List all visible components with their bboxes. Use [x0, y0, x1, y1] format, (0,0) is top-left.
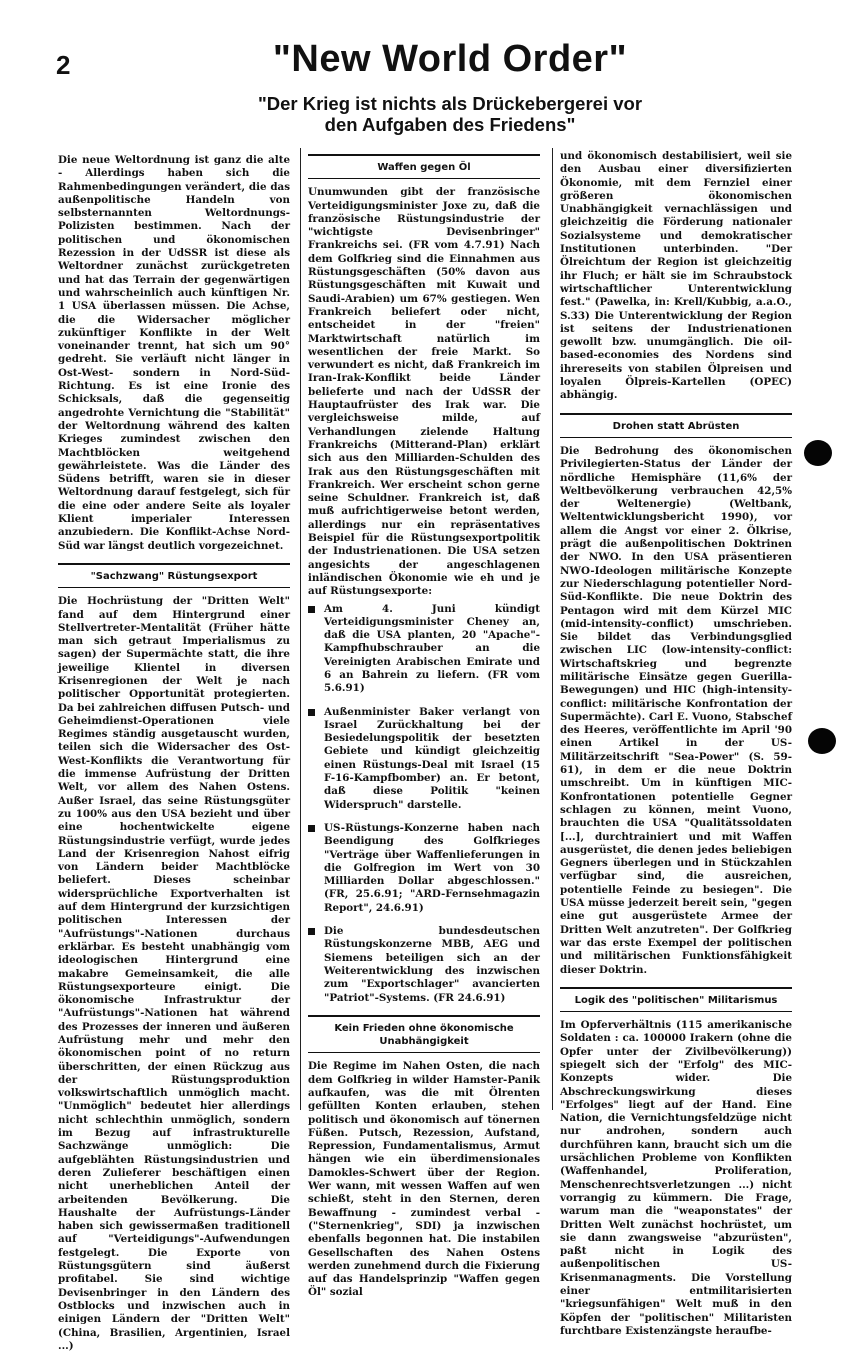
section-heading-drohen-statt-abruesten: Drohen statt Abrüsten	[560, 413, 792, 438]
page-number: 2	[56, 50, 71, 80]
square-bullet-icon	[308, 709, 315, 716]
body-paragraph: Die Bedrohung des ökonomischen Privilegierten-Status der Länder der nördliche Hemisphäre (11,6% der Weltbevölkerung verbrauchen 42,5% der Weltenergie) (Weltbank, Weltentwicklungsbericht 1990), vor allem die Angst vor einer 2. Ölkrise, prägt die außenpolitischen Doktrinen der NWO. In den USA präsentieren NWO-Ideologen militärische Konzepte zur Niederschlagung potentieller Nord-Süd-Konflikte. Die neue Doktrin des Pentagon wird mit dem Kürzel MIC (mid-intensity-conflict) umschrieben. Sie bildet das Verbindungsglied zwischen LIC (low-intensity-conflict: Wirtschaftskrieg und begrenzte militärische Einsätze gegen Guerilla-Bewegungen) und HIC (high-intensity-conflict: militärische Konfrontation der Supermächte). Carl E. Vuono, Stabschef des Heeres, veröffentlichte im April '90 einen Artikel in der US-Militärzeitschrift "Sea-Power" (S. 59-61), in dem er die neue Doktrin umschreibt. Um in künftigen MIC-Konfrontationen potentielle Gegner schlagen zu können, meint Vuono, brauchten die USA "Qualitätssoldaten [...], durchtrainiert und mit Waffen ausgerüstet, die denen jedes beliebigen Gegners überlegen und in Stückzahlen verfügbar sind, die ausreichen, potentielle Feinde zu besiegen". Die USA müsse jederzeit bereit sein, "gegen eine gut ausgerüstete Armee der Dritten Welt anzutreten". Der Golfkrieg war das erste Exempel der politischen und militärischen Funktionsfähigkeit dieser Doktrin.	[560, 444, 792, 976]
square-bullet-icon	[308, 825, 315, 832]
punch-hole-mark	[808, 728, 836, 754]
intro-paragraph: Die neue Weltordnung ist ganz die alte - Allerdings haben sich die Rahmenbedingungen verändert, die das außenpolitische Handeln von selbsternannten Weltordnungs-Polizisten bestimmen. Nach der politischen und ökonomischen Rezession in der UdSSR ist diese als Weltordner zunächst zurückgetreten und hat das Terrain der gegenwärtigen und wahrscheinlich auch künftigen Nr. 1 USA überlassen müssen. Die Achse, die die Widersacher möglicher zukünftiger Konflikte in der Welt voneinander trennt, hat sich um 90° gedreht. Sie verläuft nicht länger in Ost-West- sondern in Nord-Süd-Richtung. Es ist eine Ironie des Schicksals, daß die gegenseitig angedrohte Vernichtung die "Stabilität" der Weltordnung während des kalten Krieges zumindest zwischen den Machtblöcken weitgehend gewährleistete. Was die Länder des Südens betrifft, waren sie in dieser Weltordnung darauf festgelegt, sich für die eine oder andere Seite als loyaler Klient imperialer Interessen anzubiedern. Die Konflikt-Achse Nord-Süd war längst deutlich vorgezeichnet.	[58, 154, 290, 552]
list-item: US-Rüstungs-Konzerne haben nach Beendigung des Golfkrieges "Verträge über Waffenlieferungen in die Golfregion im Wert von 30 Milliarden Dollar abgeschlossen." (FR, 25.6.91; "ARD-Fernsehmagazin Report", 24.6.91)	[308, 822, 540, 915]
list-item: Außenminister Baker verlangt von Israel Zurückhaltung bei der Besiedelungspolitik der besetzten Gebiete und kündigt gleichzeitig einen Rüstungs-Deal mit Israel (15 F-16-Kampfbomber) an. Er betont, daß diese Politik "keinen Widerspruch" darstelle.	[308, 706, 540, 812]
punch-hole-mark	[804, 440, 832, 466]
list-item: Die bundesdeutschen Rüstungskonzerne MBB, AEG und Siemens beteiligen sich an der Weiterentwicklung des inzwischen zum "Exportschlager" avancierten "Patriot"-Systems. (FR 24.6.91)	[308, 925, 540, 1005]
section-heading-logik-militarismus: Logik des "politischen" Militarismus	[560, 987, 792, 1012]
body-paragraph: Die Regime im Nahen Osten, die nach dem Golfkrieg in wilder Hamster-Panik aufkaufen, was die mit Ölrenten gefüllten Konten erlauben, stehen politisch und ökonomisch auf tönernen Füßen. Putsch, Rezession, Aufstand, Repression, Fundamentalismus, Armut hängen wie ein überdimensionales Damokles-Schwert über der Region. Wer wann, mit wessen Waffen auf wen schießt, steht in den Sternen, deren Bewaffnung - zumindest verbal - ("Sternenkrieg", SDI) ja inzwischen ebenfalls begonnen hat. Die instabilen Gesellschaften des Nahen Ostens werden zunehmend durch die Fixierung auf das Handelsprinzip "Waffen gegen Öl" sozial	[308, 1060, 540, 1299]
page-title: "New World Order"	[272, 38, 628, 80]
square-bullet-icon	[308, 928, 315, 935]
bullet-list	[308, 603, 540, 1005]
section-heading-waffen-gegen-oel: Waffen gegen Öl	[308, 154, 540, 179]
list-item: Am 4. Juni kündigt Verteidigungsminister Cheney an, daß die USA planten, 20 "Apache"-Kampfhubschrauber an die Vereinigten Arabischen Emirate und 6 an Bahrein zu liefern. (FR vom 5.6.91)	[308, 603, 540, 696]
column-1	[58, 154, 290, 1353]
page-subtitle: "Der Krieg ist nichts als Drückebergerei vor den Aufgaben des Friedens"	[257, 93, 643, 135]
body-paragraph: Unumwunden gibt der französische Verteidigungsminister Joxe zu, daß die französische Rüstungsindustrie der "wichtigste Devisenbringer" Frankreichs sei. (FR vom 4.7.91) Nach dem Golfkrieg sind die Einnahmen aus Rüstungsgeschäften (50% davon aus Rüstungsgeschäften mit Kuwait und Saudi-Arabien) um 67% gestiegen. Wen Frankreich beliefert oder nicht, entscheidet in der "freien" Marktwirtschaft natürlich im wesentlichen der freie Markt. So verwundert es nicht, daß Frankreich im Iran-Irak-Konflikt beide Länder belieferte und nach der UdSSR der Hauptaufrüster des Irak war. Die vergleichsweise milde, auf Verhandlungen zielende Haltung Frankreichs (Mitterand-Plan) erklärt sich aus den Milliarden-Schulden des Irak aus den Rüstungsgeschäften mit Frankreich. Wer erscheint schon gerne seine Schuldner. Frankreich ist, daß muß aufrichtigerweise betont werden, allerdings nur ein repräsentatives Beispiel für die Rüstungsexportpolitik der Industrienationen. Die USA setzen angesichts der angeschlagenen inländischen Ökonomie wie eh und je auf Rüstungsexporte:	[308, 186, 540, 598]
column-2	[308, 154, 540, 1300]
section-heading-kein-frieden: Kein Frieden ohne ökonomische Unabhängigkeit	[308, 1015, 540, 1054]
body-paragraph: Im Opferverhältnis (115 amerikanische Soldaten : ca. 100000 Irakern (ohne die Opfer unter der Zivilbevölkerung)) spiegelt sich der "Erfolg" des MIC-Konzepts wider. Die Abschreckungswirkung dieses "Erfolges" liegt auf der Hand. Eine Nation, die Vernichtungsfeldzüge nicht nur androhen, sondern auch durchführen kann, braucht sich um die ursächlichen Probleme von Konflikten (Waffenhandel, Proliferation, Menschenrechtsverletzungen ...) nicht vorrangig zu kümmern. Die Frage, warum man die "weaponstates" der Dritten Welt zunächst hochrüstet, um sie dann zwangsweise "abzurüsten", paßt nicht in Logik des außenpolitischen US-Krisenmanagments. Die Vorstellung einer entmilitarisierten "kriegsunfähigen" Welt muß in den Köpfen der "politischen" Militaristen furchtbare Existenzängste heraufbe-	[560, 1019, 792, 1337]
column-rule	[300, 148, 301, 1110]
section-heading-ruestungsexport: "Sachzwang" Rüstungsexport	[58, 563, 290, 588]
body-paragraph: Die Hochrüstung der "Dritten Welt" fand auf dem Hintergrund einer Stellvertreter-Mentalität (Früher hätte man sich getraut Imperialismus zu sagen) der Supermächte statt, die ihre jeweilige Klientel in diversen Krisenregionen der Welt je nach politischer Opportunität protegierten. Da bei zahlreichen diffusen Putsch- und Geheimdienst-Operationen viele Regimes ständig ausgetauscht wurden, teilen sich die Widersacher des Ost-West-Konflikts die Verantwortung für die immense Aufrüstung der Dritten Welt, vor allem des Nahen Ostens. Außer Israel, das seine Rüstungsgüter zu 100% aus den USA bezieht und über eine hochentwickelte eigene Rüstungsindustrie verfügt, wurde jedes Land der Krisenregion Nahost eifrig von Ländern beider Machtblöcke beliefert. Dieses scheinbar widersprüchliche Exportverhalten ist auf dem Hintergrund der kurzsichtigen politischen Interessen der "Aufrüstungs"-Nationen durchaus erklärbar. Es besteht unabhängig vom ideologischen Hintergrund eine makabre Gemeinsamkeit, die alle Rüstungsexporteure einigt. Die ökonomische Infrastruktur der "Aufrüstungs"-Nationen hat während des Prozesses der inneren und äußeren Aufrüstung mehr und mehr den ökonomischen point of no return überschritten, der einen Rückzug aus der Rüstungsproduktion volkswirtschaftlich unmöglich macht. "Unmöglich" bedeutet hier allerdings nicht schlechthin unmöglich, sondern im Bezug auf infrastrukturelle Sachzwänge unmöglich: Die aufgeblähten Rüstungsindustrien und deren Zulieferer beschäftigen einen nicht unerheblichen Anteil der arbeitenden Bevölkerung. Die Haushalte der Aufrüstungs-Länder haben sich gewissermaßen traditionell auf "Verteidigungs"-Aufwendungen festgelegt. Die Exporte von Rüstungsgütern sind äußerst profitabel. Sie sind wichtige Devisenbringer in den Ländern des Ostblocks und inzwischen auch in einigen Ländern der "Dritten Welt" (China, Brasilien, Argentinien, Israel ...)	[58, 595, 290, 1352]
column-3	[560, 150, 792, 1338]
column-rule	[552, 148, 553, 1110]
intro-paragraph: und ökonomisch destabilisiert, weil sie den Ausbau einer diversifizierten Ökonomie, mit dem Fernziel einer größeren ökonomischen Unabhängigkeit vernachlässigen und gleichzeitig die Förderung nationaler Sozialsysteme und demokratischer Institutionen unterbinden. "Der Ölreichtum der Region ist gleichzeitig ihr Fluch; er hält sie im Schraubstock wirtschaftlicher Unterentwicklung fest." (Pawelka, in: Krell/Kubbig, a.a.O., S.33) Die Unterentwicklung der Region ist seitens der Industrienationen gewollt bzw. unumgänglich. Die oil-based-economies des Nordens sind ihrereseits von stabilen Ölpreisen und loyalen Ölpreis-Kartellen (OPEC) abhängig.	[560, 150, 792, 402]
square-bullet-icon	[308, 606, 315, 613]
